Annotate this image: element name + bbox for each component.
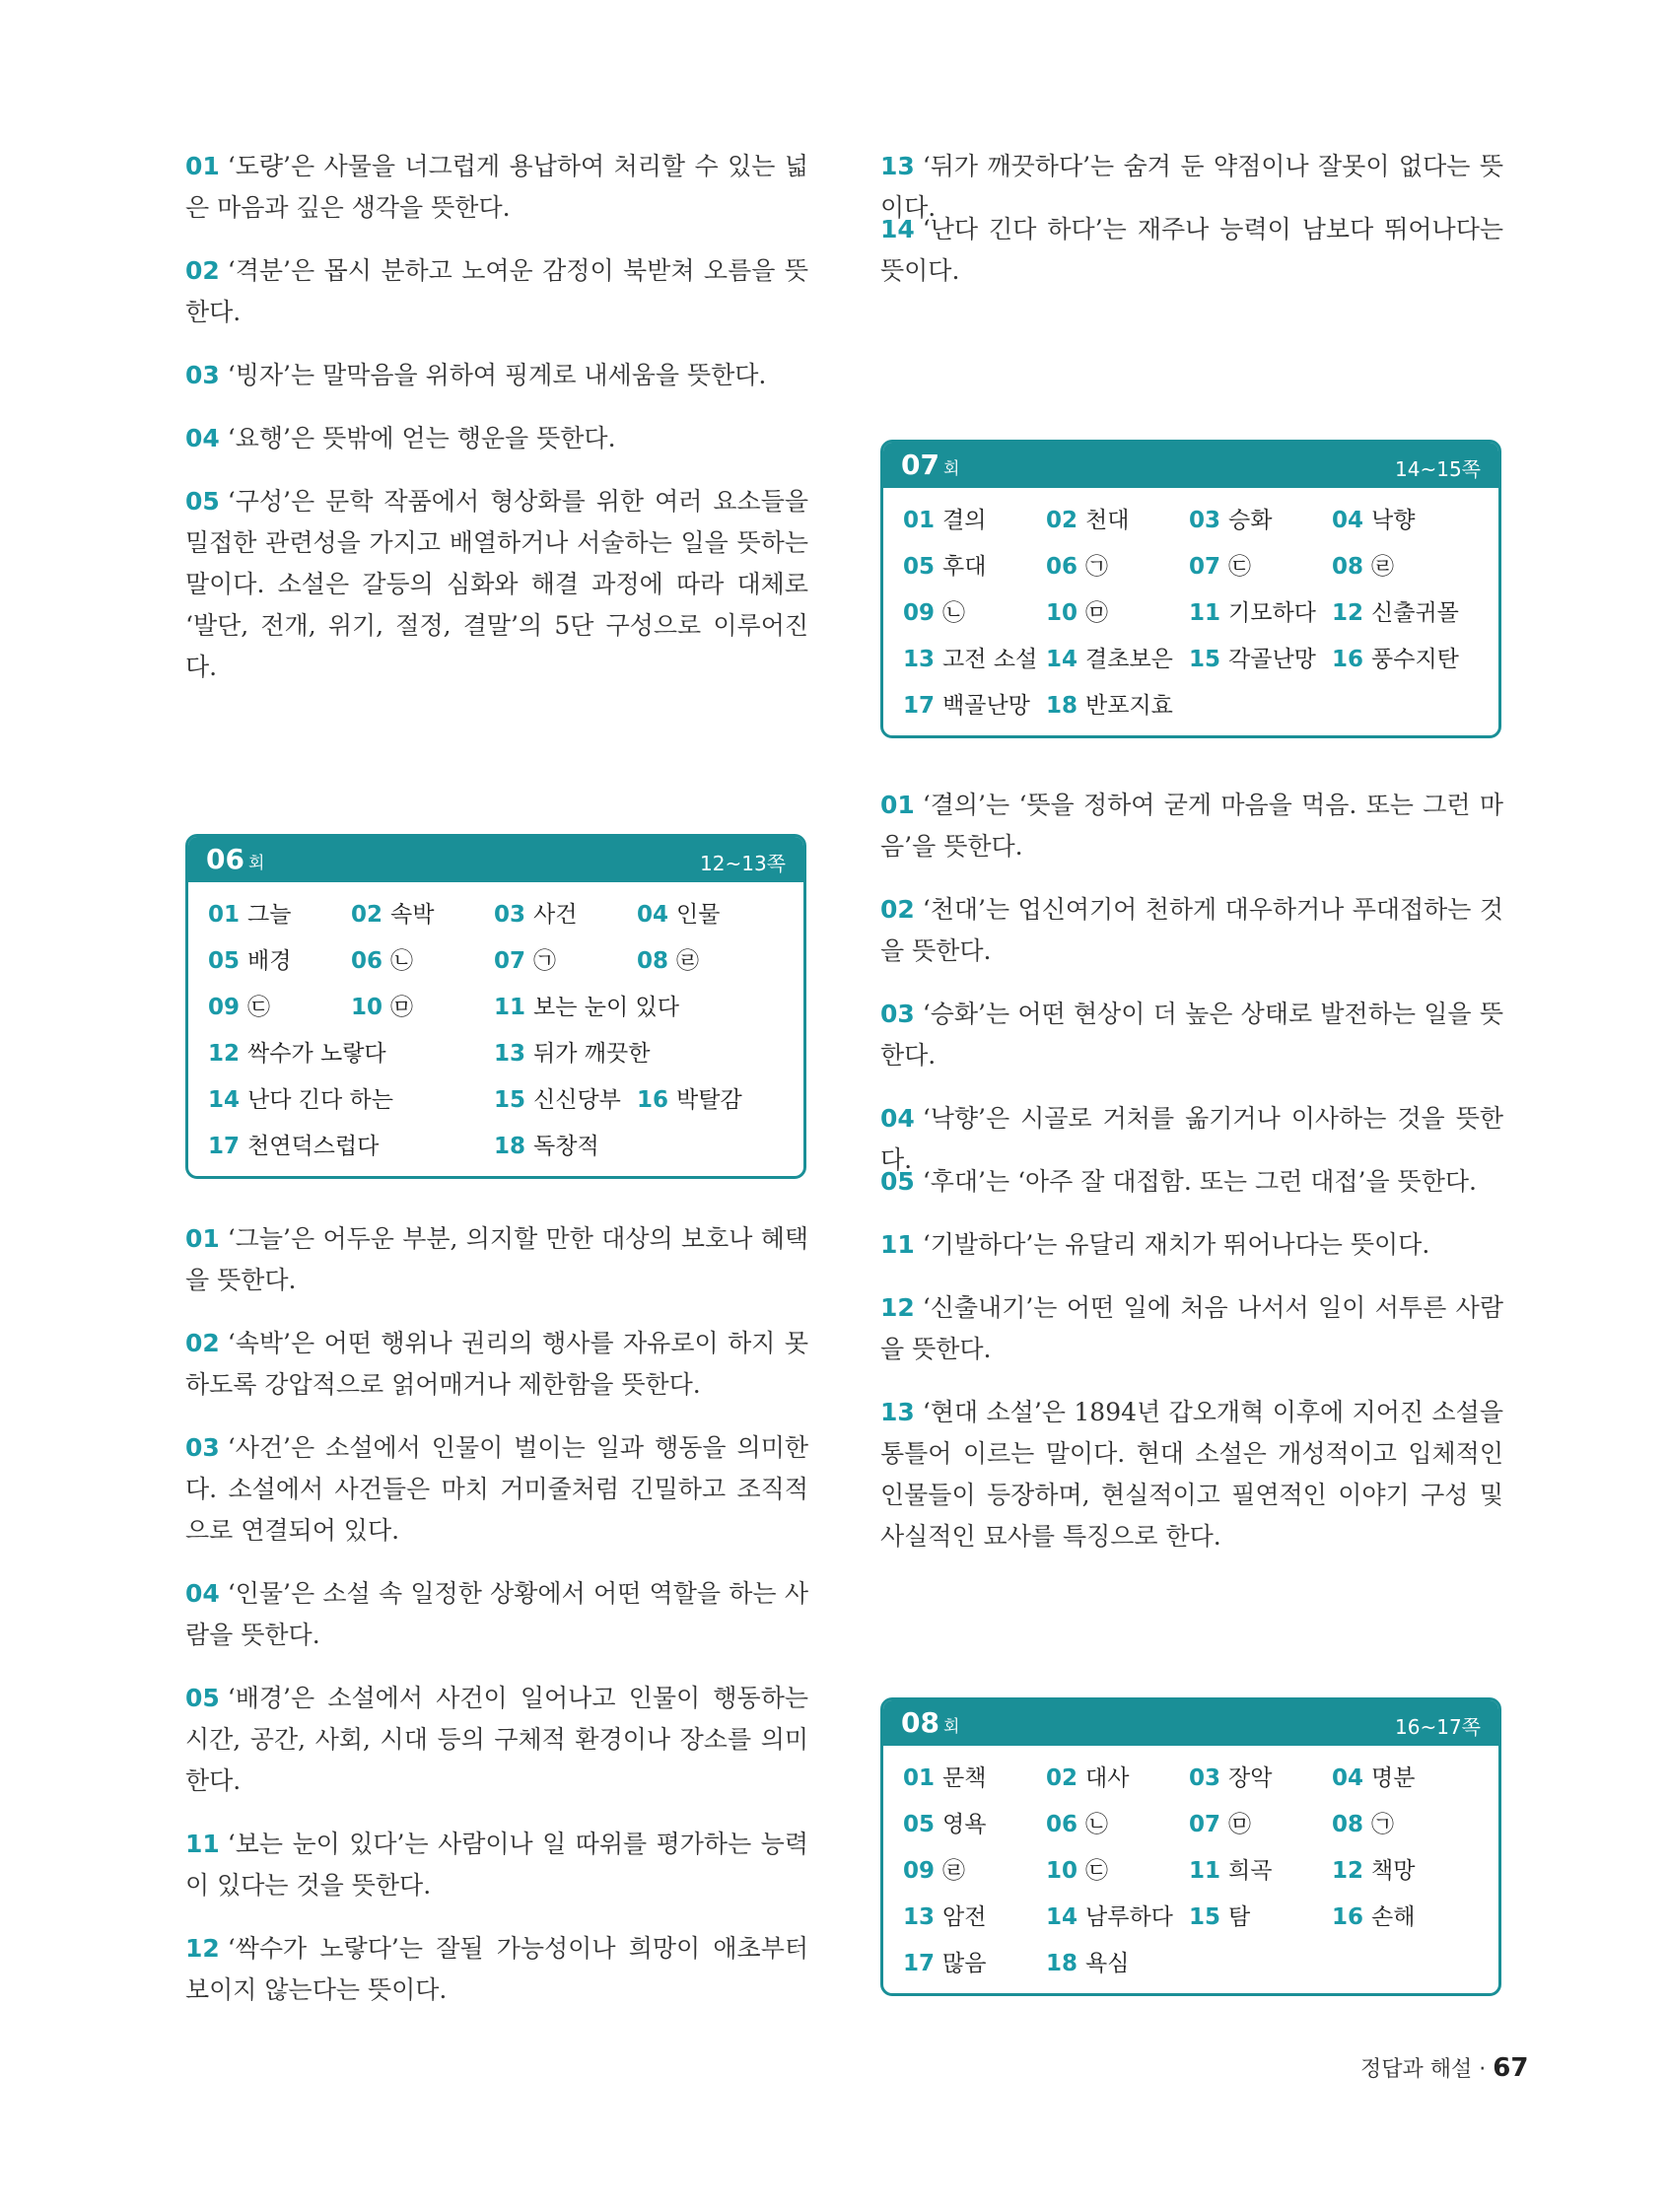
explanation-item: 13 ‘현대 소설’은 1894년 갑오개혁 이후에 지어진 소설을 통틀어 이르는 말이다. 현대 소설은 개성적이고 입체적인 인물들이 등장하며, 현실적이고 필연적인 이야기 구성 및 사실적인 묘사를 특징으로 한다. xyxy=(880,1398,1503,1551)
answer-item: 17 많음 xyxy=(903,1951,987,1976)
explanation-item: 12 ‘신출내기’는 어떤 일에 처음 나서서 일이 서투른 사람을 뜻한다. xyxy=(880,1293,1503,1363)
footer-label: 정답과 해설 · xyxy=(1360,2057,1494,2082)
answer-item: 12 신출귀몰 xyxy=(1332,600,1459,626)
answer-item: 18 반포지효 xyxy=(1046,693,1173,719)
answer-item: 06 ㉡ xyxy=(1046,1812,1109,1837)
answer-item: 08 ㉣ xyxy=(1332,554,1395,580)
answer-item: 07 ㉤ xyxy=(1189,1812,1252,1837)
answer-item: 06 ㉡ xyxy=(351,948,414,974)
answer-item: 17 백골난망 xyxy=(903,693,1030,719)
answer-item: 05 후대 xyxy=(903,554,987,580)
answer-item: 03 장악 xyxy=(1189,1765,1273,1791)
answer-item: 16 손해 xyxy=(1332,1904,1416,1930)
answer-item: 16 풍수지탄 xyxy=(1332,647,1459,672)
answer-item: 10 ㉤ xyxy=(1046,600,1109,626)
answer-item: 02 대사 xyxy=(1046,1765,1130,1791)
answer-box-header xyxy=(883,1700,1498,1746)
answer-item: 11 기모하다 xyxy=(1189,600,1316,626)
round-number: 07 회 xyxy=(901,449,960,481)
page-footer xyxy=(1360,2052,1528,2083)
answer-item: 18 욕심 xyxy=(1046,1951,1130,1976)
answer-box-header xyxy=(188,837,803,882)
explanation-item: 11 ‘보는 눈이 있다’는 사람이나 일 따위를 평가하는 능력이 있다는 것을 뜻한다. xyxy=(185,1830,808,1900)
answer-item: 04 인물 xyxy=(637,902,721,928)
explanation-item: 01 ‘도량’은 사물을 너그럽게 용납하여 처리할 수 있는 넓은 마음과 깊은 생각을 뜻한다. xyxy=(185,152,808,222)
answer-item: 07 ㉠ xyxy=(494,948,557,974)
answer-item: 10 ㉤ xyxy=(351,995,414,1020)
explanation-item: 01 ‘결의’는 ‘뜻을 정하여 굳게 마음을 먹음. 또는 그런 마음’을 뜻한다. xyxy=(880,791,1503,861)
page-range: 16~17쪽 xyxy=(1395,1715,1481,1739)
answer-item: 06 ㉠ xyxy=(1046,554,1109,580)
explanation-item: 04 ‘요행’은 뜻밖에 얻는 행운을 뜻한다. xyxy=(185,424,616,452)
answer-item: 09 ㉡ xyxy=(903,600,966,626)
explanation-item: 01 ‘그늘’은 어두운 부분, 의지할 만한 대상의 보호나 혜택을 뜻한다. xyxy=(185,1224,808,1294)
explanation-item: 04 ‘인물’은 소설 속 일정한 상황에서 어떤 역할을 하는 사람을 뜻한다. xyxy=(185,1579,808,1649)
answer-item: 13 암전 xyxy=(903,1904,987,1930)
answer-item: 05 배경 xyxy=(208,948,292,974)
answer-item: 09 ㉣ xyxy=(903,1858,966,1884)
explanation-item: 05 ‘배경’은 소설에서 사건이 일어나고 인물이 행동하는 시간, 공간, 사회, 시대 등의 구체적 환경이나 장소를 의미한다. xyxy=(185,1684,808,1795)
answer-item: 15 신신당부 xyxy=(494,1087,621,1113)
explanation-item: 03 ‘빙자’는 말막음을 위하여 핑계로 내세움을 뜻한다. xyxy=(185,361,767,389)
answer-item: 04 명분 xyxy=(1332,1765,1416,1791)
explanation-item: 04 ‘낙향’은 시골로 거처를 옮기거나 이사하는 것을 뜻한다. xyxy=(880,1104,1503,1174)
answer-item: 03 사건 xyxy=(494,902,578,928)
answer-item: 09 ㉢ xyxy=(208,995,271,1020)
answer-box-header xyxy=(883,443,1498,488)
answer-item: 11 희곡 xyxy=(1189,1858,1273,1884)
answer-item: 14 결초보은 xyxy=(1046,647,1173,672)
page-range: 14~15쪽 xyxy=(1395,457,1481,481)
answer-item: 04 낙향 xyxy=(1332,508,1416,533)
answer-item: 11 보는 눈이 있다 xyxy=(494,995,679,1020)
answer-item: 12 싹수가 노랗다 xyxy=(208,1041,386,1067)
answer-item: 16 박탈감 xyxy=(637,1087,742,1113)
answer-item: 15 탐 xyxy=(1189,1904,1251,1930)
answer-item: 10 ㉢ xyxy=(1046,1858,1109,1884)
answer-box-08 xyxy=(880,1697,1501,1996)
explanation-item: 05 ‘구성’은 문학 작품에서 형상화를 위한 여러 요소들을 밀접한 관련성을 가지고 배열하거나 서술하는 일을 뜻하는 말이다. 소설은 갈등의 심화와 해결 과정에 따라 대체로 ‘발단, 전개, 위기, 절정, 결말’의 5단 구성으로 이루어진다. xyxy=(185,487,808,681)
page-number: 67 xyxy=(1493,2053,1529,2083)
answer-item: 15 각골난망 xyxy=(1189,647,1316,672)
answer-item: 01 그늘 xyxy=(208,902,292,928)
explanation-item: 03 ‘승화’는 어떤 현상이 더 높은 상태로 발전하는 일을 뜻한다. xyxy=(880,1000,1503,1070)
answer-item: 13 고전 소설 xyxy=(903,647,1038,672)
explanation-item: 02 ‘속박’은 어떤 행위나 권리의 행사를 자유로이 하지 못하도록 강압적으로 얽어매거나 제한함을 뜻한다. xyxy=(185,1329,808,1399)
answer-item: 14 난다 긴다 하는 xyxy=(208,1087,393,1113)
answer-item: 08 ㉠ xyxy=(1332,1812,1395,1837)
answer-item: 08 ㉣ xyxy=(637,948,700,974)
answer-box-07 xyxy=(880,440,1501,738)
answer-box-06 xyxy=(185,834,806,1179)
explanation-item: 12 ‘싹수가 노랗다’는 잘될 가능성이나 희망이 애초부터 보이지 않는다는 뜻이다. xyxy=(185,1934,808,2004)
answer-item: 02 속박 xyxy=(351,902,435,928)
answer-item: 03 승화 xyxy=(1189,508,1273,533)
explanation-item: 02 ‘격분’은 몹시 분하고 노여운 감정이 북받쳐 오름을 뜻한다. xyxy=(185,256,808,326)
explanation-item: 03 ‘사건’은 소설에서 인물이 벌이는 일과 행동을 의미한다. 소설에서 사건들은 마치 거미줄처럼 긴밀하고 조직적으로 연결되어 있다. xyxy=(185,1433,808,1545)
answer-item: 14 남루하다 xyxy=(1046,1904,1173,1930)
answer-item: 18 독창적 xyxy=(494,1134,599,1159)
answer-item: 02 천대 xyxy=(1046,508,1130,533)
answer-item: 13 뒤가 깨끗한 xyxy=(494,1041,651,1067)
explanation-item: 11 ‘기발하다’는 유달리 재치가 뛰어나다는 뜻이다. xyxy=(880,1230,1430,1259)
round-number: 06 회 xyxy=(206,843,265,875)
answer-item: 01 문책 xyxy=(903,1765,987,1791)
answer-item: 07 ㉢ xyxy=(1189,554,1252,580)
explanation-item: 13 ‘뒤가 깨끗하다’는 숨겨 둔 약점이나 잘못이 없다는 뜻이다. xyxy=(880,152,1503,222)
page-range: 12~13쪽 xyxy=(700,852,786,875)
explanation-item: 02 ‘천대’는 업신여기어 천하게 대우하거나 푸대접하는 것을 뜻한다. xyxy=(880,895,1503,965)
explanation-item: 14 ‘난다 긴다 하다’는 재주나 능력이 남보다 뛰어나다는 뜻이다. xyxy=(880,215,1503,285)
answer-item: 05 영욕 xyxy=(903,1812,987,1837)
round-number: 08 회 xyxy=(901,1706,960,1739)
explanation-item: 05 ‘후대’는 ‘아주 잘 대접함. 또는 그런 대접’을 뜻한다. xyxy=(880,1167,1477,1196)
answer-item: 12 책망 xyxy=(1332,1858,1416,1884)
answer-item: 17 천연덕스럽다 xyxy=(208,1134,380,1159)
answer-item: 01 결의 xyxy=(903,508,987,533)
